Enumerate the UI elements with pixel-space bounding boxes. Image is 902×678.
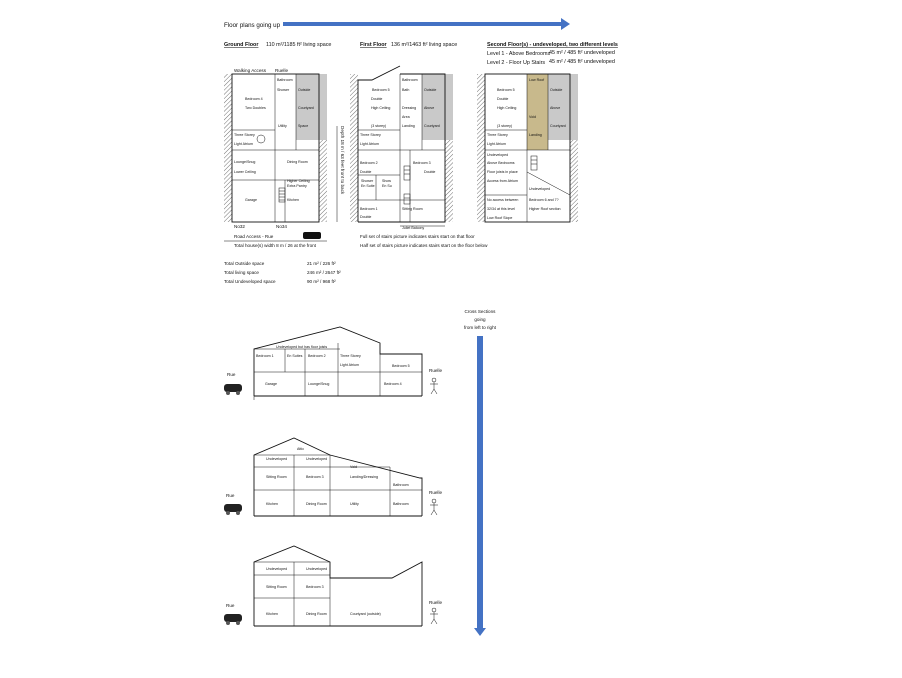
- gf-room: Shower: [277, 88, 290, 92]
- s3-room: Undeveloped: [266, 567, 288, 571]
- s2-room: Bathroom: [393, 483, 409, 487]
- car-icon: [224, 614, 242, 625]
- sf-room: High Ceiling: [497, 106, 517, 110]
- s1-room: Bedroom 5: [392, 364, 410, 368]
- level1-area: 45 m² / 485 ft² undeveloped: [549, 50, 615, 56]
- s1-room: Light Atrium: [340, 363, 359, 367]
- sf-room: Three Storey: [487, 133, 508, 137]
- sf-room: Landing: [529, 133, 542, 137]
- ff-room: Bathroom: [402, 78, 418, 82]
- second-floor-plan: [477, 74, 578, 222]
- sf-room: (3 storey): [497, 124, 513, 128]
- gf-room: Higher Ceiling: [287, 179, 310, 183]
- sf-room: Courtyard: [550, 124, 566, 128]
- sf-room: Low Roof: [529, 78, 545, 82]
- s1-room: Bedroom 1: [256, 354, 274, 358]
- s2-room: Attic: [297, 447, 304, 451]
- s1-room: Undeveloped but has floor joists: [276, 345, 328, 349]
- s3-room: Courtyard (outside): [350, 612, 381, 616]
- first-floor-area: 136 m²/1463 ft² living space: [391, 42, 458, 48]
- ff-room: Bedroom 2: [360, 161, 378, 165]
- s3-rue: Rue: [226, 603, 235, 608]
- s3-room: Undeveloped: [306, 567, 328, 571]
- cross-sections-line2: going: [474, 317, 486, 322]
- gf-room: Three Storey: [234, 133, 255, 137]
- sf-room: Undeveloped: [529, 187, 551, 191]
- sf-room: No access between: [487, 198, 519, 202]
- sf-room: Above Bedrooms: [487, 161, 515, 165]
- ff-room: Sitting Room: [402, 207, 423, 211]
- gf-room: Outside: [298, 88, 311, 92]
- gf-walking-access: Walking Access: [234, 68, 266, 73]
- level2-label: Level 2 - Floor Up Stairs: [487, 60, 546, 66]
- gf-room: Light Atrium: [234, 142, 253, 146]
- ground-floor-heading: Ground Floor: [224, 42, 259, 48]
- ff-room: Dressing: [402, 106, 417, 110]
- person-icon: [430, 378, 438, 394]
- sf-room: Double: [497, 97, 509, 101]
- gf-room: Lower Ceiling: [234, 170, 256, 174]
- s3-room: Sitting Room: [266, 585, 287, 589]
- totals-table: [224, 261, 341, 284]
- ff-room: Bedroom 5: [372, 88, 390, 92]
- s3-room: Kitchen: [266, 612, 278, 616]
- page-title: Floor plans going up: [224, 22, 281, 29]
- ff-room: Show: [382, 179, 391, 183]
- ground-floor-area: 110 m²/1185 ft² living space: [266, 42, 332, 48]
- ff-room: Double: [371, 97, 383, 101]
- s2-room: Bathroom: [393, 502, 409, 506]
- ff-room: Landing: [402, 124, 415, 128]
- void-area: [527, 74, 548, 150]
- gf-road-access: Road Access - Rue: [234, 234, 274, 239]
- sf-room: 32/34 at this level: [487, 207, 515, 211]
- level2-area: 45 m² / 485 ft² undeveloped: [549, 59, 615, 65]
- s1-ruelle: Ruelle: [429, 368, 443, 373]
- sf-room: Light Atrium: [487, 142, 506, 146]
- first-floor-plan: [337, 66, 488, 248]
- total-value: 90 m² / 968 ft²: [307, 279, 336, 284]
- s1-room: Bedroom 4: [384, 382, 402, 386]
- ff-room: Double: [424, 170, 436, 174]
- sf-room: Outside: [550, 88, 563, 92]
- sf-room: Floor joists in place: [487, 170, 518, 174]
- ff-room: Area: [402, 115, 410, 119]
- s1-room: Bedroom 2: [308, 354, 326, 358]
- gf-room: Dining Room: [287, 160, 308, 164]
- s3-room: Dining Room: [306, 612, 327, 616]
- s2-room: Sitting Room: [266, 475, 287, 479]
- cross-sections-line3: from left to right: [464, 325, 496, 330]
- person-icon: [430, 608, 438, 624]
- cross-section-2: [224, 438, 442, 516]
- ff-room: Shower: [361, 179, 374, 183]
- cross-sections-line1: Cross Sections: [464, 309, 496, 314]
- stairs-icon: [279, 188, 285, 202]
- down-arrow: [474, 336, 486, 636]
- ff-room: Light Atrium: [360, 142, 379, 146]
- cross-section-1: [224, 327, 442, 400]
- legend-half-stairs: Half set of stairs picture indicates stairs start on the floor below: [360, 243, 488, 248]
- sf-room: Bedroom 6 and 7?: [529, 198, 559, 202]
- person-icon: [430, 499, 438, 515]
- s2-room: Dining Room: [306, 502, 327, 506]
- gf-room: Bathroom: [277, 78, 293, 82]
- s2-room: Utility: [350, 502, 359, 506]
- ff-room: Juliet Balcony: [402, 226, 425, 230]
- gf-no34: No34: [276, 224, 287, 229]
- ff-room: Courtyard: [424, 124, 440, 128]
- second-floor-heading: Second Floor(s) - undeveloped, two different levels: [487, 42, 618, 48]
- gf-room: Two Doubles: [245, 106, 266, 110]
- sf-room: Low Roof Slope: [487, 216, 513, 220]
- s2-rue: Rue: [226, 493, 235, 498]
- s2-room: Void: [350, 465, 357, 469]
- total-label: Total living space: [224, 270, 259, 275]
- s3-ruelle: Ruelle: [429, 600, 443, 605]
- s2-room: Kitchen: [266, 502, 278, 506]
- s1-rue: Rue: [227, 372, 236, 377]
- gf-room: Garage: [245, 198, 257, 202]
- ff-room: Double: [360, 215, 372, 219]
- s2-room: Undeveloped: [306, 457, 328, 461]
- gf-no32: No32: [234, 224, 245, 229]
- ff-room: Outside: [424, 88, 437, 92]
- s3-room: Bedroom 3: [306, 585, 324, 589]
- s2-room: Undeveloped: [266, 457, 288, 461]
- ff-room: Above: [424, 106, 435, 110]
- gf-room: Kitchen: [287, 198, 299, 202]
- ff-room: Bedroom 1: [360, 207, 378, 211]
- s2-room: Landing/Dressing: [350, 475, 378, 479]
- gf-room: Lounge/Snug: [234, 160, 256, 164]
- ff-room: Bath: [402, 88, 410, 92]
- ff-room: Double: [360, 170, 372, 174]
- gf-room: Bedroom 4: [245, 97, 263, 101]
- gf-room: Space: [298, 124, 309, 128]
- sf-room: Bedroom 5: [497, 88, 515, 92]
- sf-room: Above: [550, 106, 561, 110]
- ff-room: En Su: [382, 184, 392, 188]
- s2-ruelle: Ruelle: [429, 490, 443, 495]
- sf-room: Void: [529, 115, 536, 119]
- legend-full-stairs: Full set of stairs picture indicates stairs start on that floor: [360, 234, 475, 239]
- ff-room: En Suite: [361, 184, 375, 188]
- ff-room: Bedroom 3: [413, 161, 431, 165]
- gf-room: Utility: [278, 124, 287, 128]
- ff-room: (3 storey): [371, 124, 387, 128]
- cross-section-3: [224, 546, 442, 626]
- total-label: Total Outside space: [224, 261, 265, 266]
- ff-room: High Ceiling: [371, 106, 391, 110]
- car-icon: [224, 504, 242, 515]
- sf-room: Undeveloped: [487, 153, 509, 157]
- gf-room: Courtyard: [298, 106, 314, 110]
- level1-label: Level 1 - Above Bedrooms: [487, 51, 551, 57]
- total-label: Total Undeveloped space: [224, 279, 276, 284]
- s1-room: Lounge/Snug: [308, 382, 330, 386]
- gf-ruelle: Ruelle: [275, 68, 289, 73]
- going-up-arrow: [283, 18, 570, 30]
- car-icon: [224, 384, 242, 395]
- gf-room: Extra Pantry: [287, 184, 307, 188]
- total-value: 21 m² / 226 ft²: [307, 261, 336, 266]
- ground-floor-plan: [224, 68, 327, 248]
- sf-room: Access from Atrium: [487, 179, 518, 183]
- s1-room: Three Storey: [340, 354, 361, 358]
- s1-room: En Suites: [287, 354, 303, 358]
- first-floor-heading: First Floor: [360, 42, 387, 48]
- s1-room: Garage: [265, 382, 277, 386]
- sf-room: Higher Roof section: [529, 207, 561, 211]
- ff-room: Three Storey: [360, 133, 381, 137]
- depth-label: Depth 18 m / 63 feet front to back: [340, 126, 345, 195]
- total-value: 246 m² / 2647 ft²: [307, 270, 341, 275]
- s2-room: Bedroom 3: [306, 475, 324, 479]
- gf-total-width: Total house(s) width 8 m / 26 at the front: [234, 243, 316, 248]
